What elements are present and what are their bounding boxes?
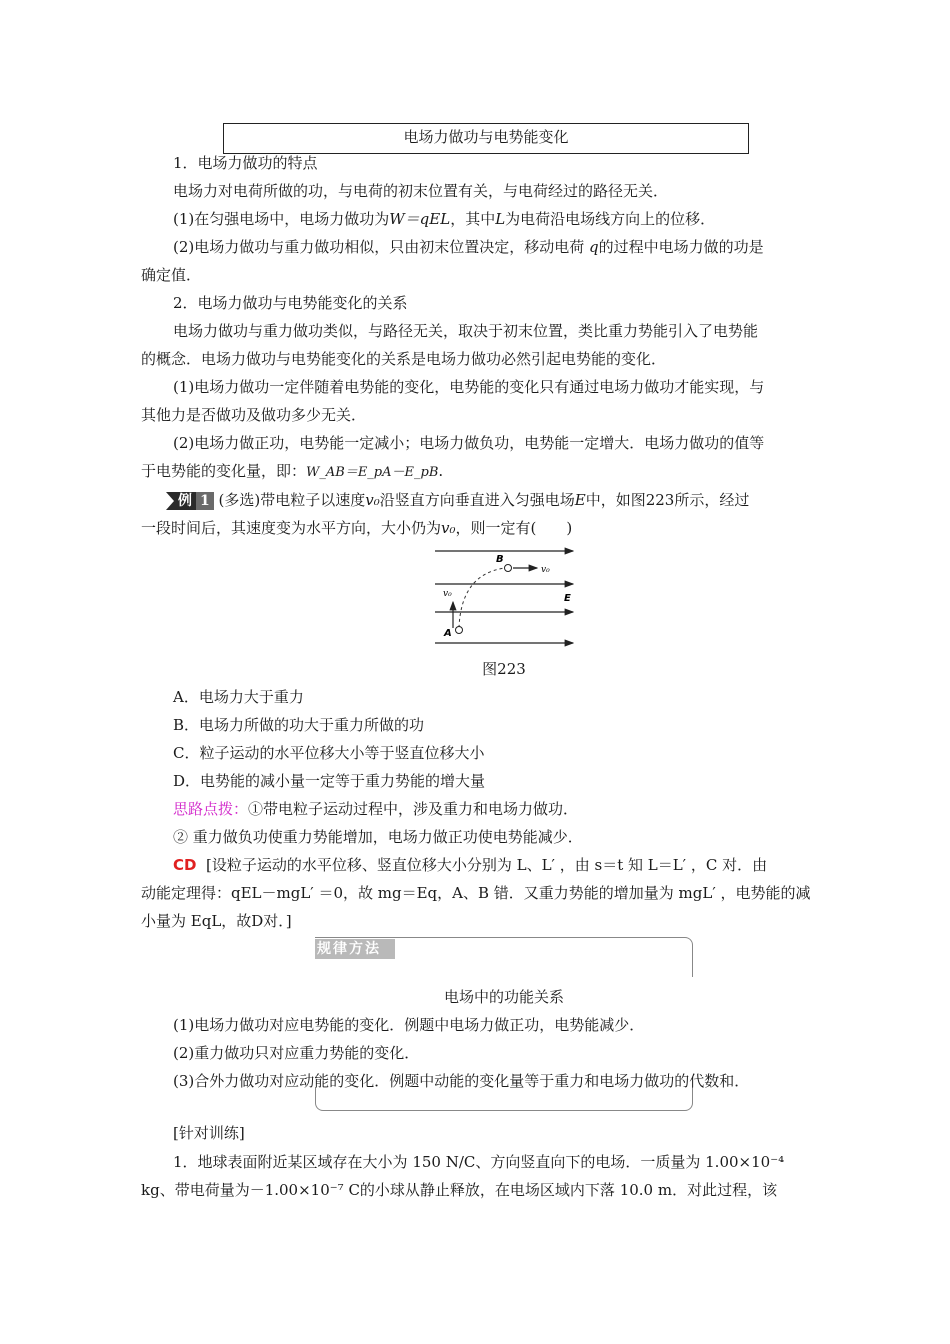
p1-body: 电场力对电荷所做的功，与电荷的初末位置有关，与电荷经过的路径无关． [173,182,669,200]
p1-item-2-cont: 确定值． [141,266,202,284]
label-a: A [444,628,452,639]
method-item-2: (2)重力做功只对应重力势能的变化． [173,1044,420,1062]
p2-item-2-2: 于电势能的变化量，即：W_AB＝E_pA－E_pB. [141,462,444,480]
figure-caption: 图223 [482,660,526,678]
formula-wab: W_AB＝E_pA－E_pB [306,465,439,480]
p2-item-1-1: (1)电场力做功一定伴随着电势能的变化，电势能的变化只有通过电场力做功才能实现，与 [173,378,765,396]
hint-line-2: ② 重力做负功使重力势能增加，电场力做正功使电势能减少． [173,828,583,846]
answer-line-1: CD [设粒子运动的水平位移、竖直位移大小分别为 L、L′ ，由 s＝t 知 L＝L′ ，C 对．由 [173,856,768,874]
method-title: 电场中的功能关系 [443,988,564,1006]
label-v0-top: v₀ [541,565,550,575]
trajectory-path [459,568,505,628]
method-tag: 规律方法 [315,939,395,959]
p1-item-2: (2)电场力做功与重力做功相似，只由初末位置决定，移动电荷 q的过程中电场力做的功是 [173,238,764,256]
answer-line-3: 小量为 EqL，故D对．] [141,912,292,930]
label-b: B [496,554,504,565]
label-e: E [564,593,571,604]
hint-label: 思路点拨： [173,800,249,818]
formula-w-qel: W＝qEL [389,210,451,228]
field-diagram [433,544,578,650]
p2-item-2-1: (2)电场力做正功，电势能一定减小；电场力做负功，电势能一定增大．电场力做功的值等 [173,434,765,452]
particle-a [456,627,463,634]
example-line-2: 一段时间后，其速度变为水平方向，大小仍为v₀，则一定有( ) [141,519,573,537]
example-badge: 例 [166,492,196,510]
option-b: B．电场力所做的功大于重力所做的功 [173,716,425,734]
question-1-line-2: kg、带电荷量为－1.00×10⁻⁷ C的小球从静止释放，在电场区域内下落 10.0 m．对此过程，该 [141,1181,778,1199]
label-v0-left: v₀ [443,589,452,599]
section-title-text: 电场力做功与电势能变化 [403,128,569,146]
p2-body-1: 电场力做功与重力做功类似，与路径无关，取决于初末位置，类比重力势能引入了电势能 [173,322,759,340]
example-number: 1 [196,492,214,510]
p2-heading: 2．电场力做功与电势能变化的关系 [173,294,408,312]
p2-body-2: 的概念．电场力做功与电势能变化的关系是电场力做功必然引起电势能的变化． [141,350,667,368]
example-line-1: 例 1 (多选)带电粒子以速度v₀沿竖直方向垂直进入匀强电场E中，如图223所示，经过 [166,489,862,511]
particle-b [505,565,512,572]
method-item-1: (1)电场力做功对应电势能的变化．例题中电场力做正功，电势能减少． [173,1016,645,1034]
p2-item-1-2: 其他力是否做功及做功多少无关． [141,406,367,424]
answer-line-2: 动能定理得：qEL－mgL′ ＝0，故 mg＝Eq，A、B 错．又重力势能的增加量为 mgL′ ，电势能的减 [141,884,811,902]
training-label: [针对训练] [173,1124,245,1142]
section-title [223,123,749,154]
p1-item-1: (1)在匀强电场中，电场力做功为W＝qEL，其中L为电荷沿电场线方向上的位移． [173,210,716,228]
method-item-3: (3)合外力做功对应动能的变化．例题中动能的变化量等于重力和电场力做功的代数和． [173,1072,750,1090]
option-c: C．粒子运动的水平位移大小等于竖直位移大小 [173,744,485,762]
answer-key: CD [173,856,197,874]
option-d: D．电势能的减小量一定等于重力势能的增大量 [173,772,486,790]
option-a: A．电场力大于重力 [173,688,304,706]
hint-line-1: 思路点拨：①带电粒子运动过程中，涉及重力和电场力做功． [173,800,579,818]
p1-heading: 1．电场力做功的特点 [173,154,318,172]
question-1-line-1: 1．地球表面附近某区域存在大小为 150 N/C、方向竖直向下的电场．一质量为 1.00×10⁻⁴ [173,1153,785,1171]
